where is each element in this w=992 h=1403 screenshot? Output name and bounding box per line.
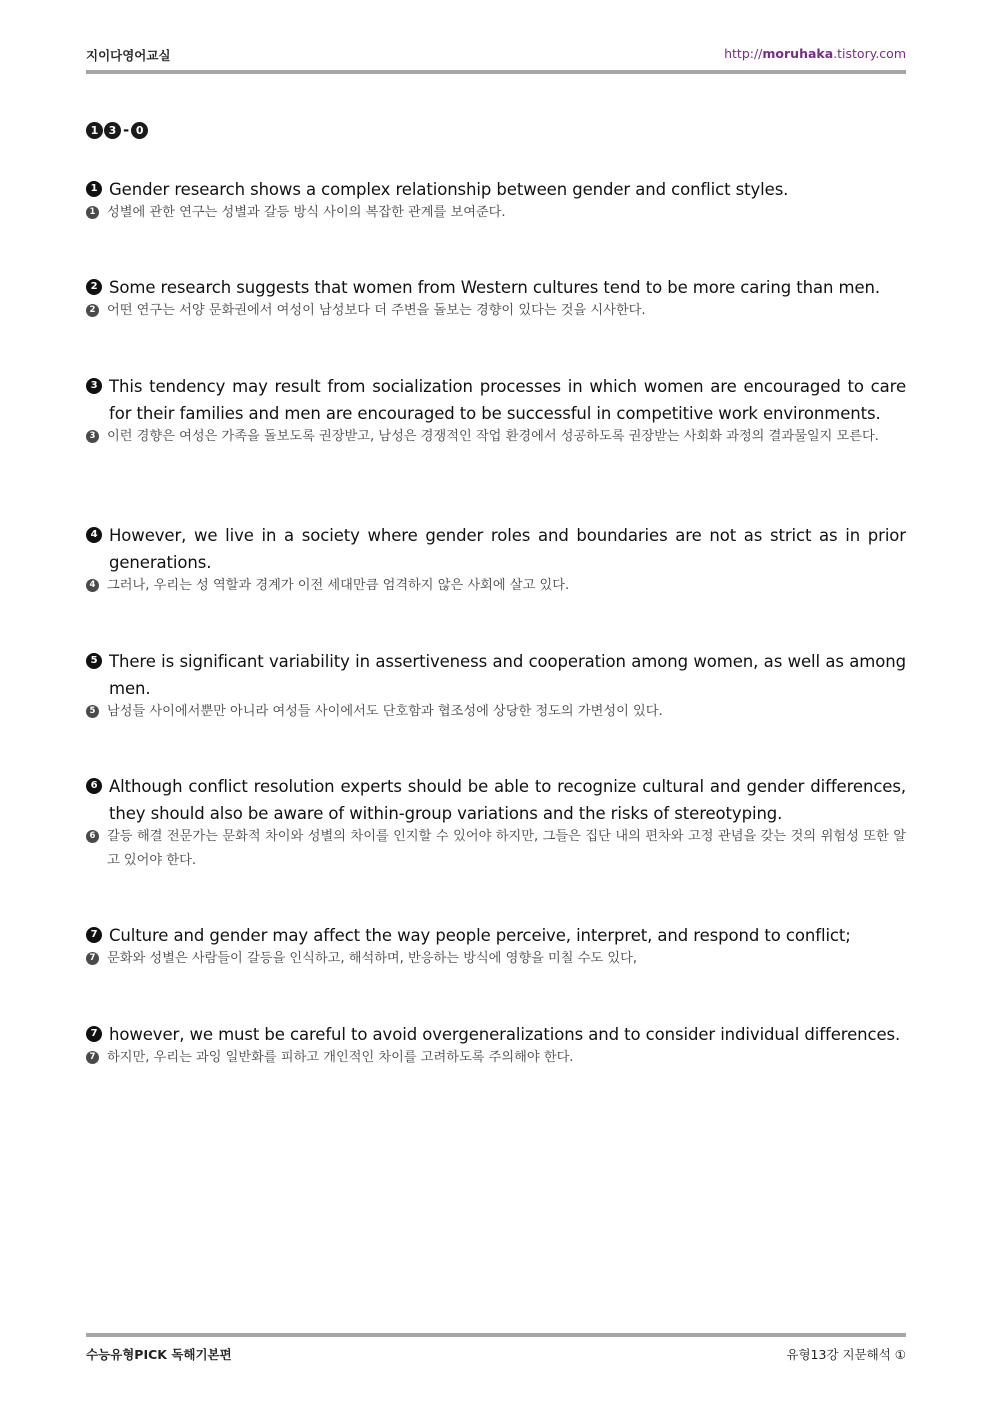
korean-text: 성별에 관한 연구는 성별과 갈등 방식 사이의 복잡한 관계를 보여준다. [107, 205, 506, 220]
korean-translation [86, 425, 906, 449]
korean-text: 문화와 성별은 사람들이 갈등을 인식하고, 해석하며, 반응하는 방식에 영향을 미칠 수도 있다, [107, 951, 638, 966]
badge-circle-a: 1 [86, 122, 103, 139]
sentence-number: 4 [86, 527, 102, 543]
sentence-item-2 [86, 274, 906, 323]
korean-translation [86, 825, 906, 873]
korean-text: 이런 경향은 여성은 가족을 돌보도록 권장받고, 남성은 경쟁적인 작업 환경에서 성공하도록 권장받는 사회화 과정의 결과물일지 모른다. [107, 429, 879, 444]
korean-text: 하지만, 우리는 과잉 일반화를 피하고 개인적인 차이를 고려하도록 주의해야 한다. [107, 1050, 574, 1065]
sentence-item-4 [86, 522, 906, 598]
korean-translation [86, 201, 906, 225]
english-sentence [86, 773, 906, 827]
korean-translation [86, 574, 906, 598]
translation-number: 4 [86, 579, 99, 592]
translation-number: 7 [86, 1051, 99, 1064]
sentence-number: 5 [86, 653, 102, 669]
english-sentence [86, 1021, 906, 1048]
sentence-number: 3 [86, 378, 102, 394]
english-sentence [86, 176, 906, 203]
page-header [86, 44, 906, 66]
korean-text: 그러나, 우리는 성 역할과 경계가 이전 세대만큼 엄격하지 않은 사회에 살고 있다. [107, 578, 570, 593]
header-title: 지이다영어교실 [86, 48, 171, 63]
korean-translation [86, 700, 906, 724]
english-text: This tendency may result from socialization processes in which women are encouraged to care for their families and men are encouraged to be successful in competitive work environments. [109, 377, 906, 423]
footer-book-title: 수능유형PICK 독해기본편 [86, 1347, 232, 1362]
english-sentence [86, 648, 906, 702]
url-bold: moruhaka [762, 46, 834, 61]
sentence-item-1 [86, 176, 906, 225]
korean-text: 남성들 사이에서뿐만 아니라 여성들 사이에서도 단호함과 협조성에 상당한 정도의 가변성이 있다. [107, 704, 663, 719]
sentence-number: 7 [86, 927, 102, 943]
sentence-number: 2 [86, 279, 102, 295]
url-prefix: http:// [724, 46, 763, 61]
translation-number: 6 [86, 830, 99, 843]
sentence-item-6 [86, 773, 906, 873]
english-text: Gender research shows a complex relationship between gender and conflict styles. [109, 180, 789, 199]
english-sentence [86, 922, 906, 949]
footer-rule [86, 1333, 906, 1337]
english-text: however, we must be careful to avoid overgeneralizations and to consider individual differences. [109, 1025, 901, 1044]
english-sentence [86, 522, 906, 576]
badge-circle-b: 3 [104, 122, 121, 139]
english-text: Culture and gender may affect the way people perceive, interpret, and respond to conflict; [109, 926, 851, 945]
translation-number: 3 [86, 430, 99, 443]
badge-circle-c: 0 [131, 122, 148, 139]
korean-translation [86, 299, 906, 323]
korean-text: 어떤 연구는 서양 문화권에서 여성이 남성보다 더 주변을 돌보는 경향이 있다는 것을 시사한다. [107, 303, 646, 318]
sentence-number: 6 [86, 778, 102, 794]
translation-number: 5 [86, 705, 99, 718]
sentence-number: 7 [86, 1026, 102, 1042]
translation-number: 2 [86, 304, 99, 317]
translation-number: 7 [86, 952, 99, 965]
english-text: There is significant variability in assertiveness and cooperation among women, as well as among men. [109, 652, 906, 698]
section-badge [86, 121, 148, 139]
header-rule [86, 70, 906, 74]
korean-translation [86, 947, 906, 971]
english-sentence [86, 373, 906, 427]
english-sentence [86, 274, 906, 301]
sentence-number: 1 [86, 181, 102, 197]
korean-text: 갈등 해결 전문가는 문화적 차이와 성별의 차이를 인지할 수 있어야 하지만, 그들은 집단 내의 편차와 고정 관념을 갖는 것의 위험성 또한 알고 있어야 한다. [107, 829, 906, 868]
english-text: However, we live in a society where gender roles and boundaries are not as strict as in prior generations. [109, 526, 906, 572]
sentence-item-3 [86, 373, 906, 449]
sentence-item-7 [86, 922, 906, 971]
translation-number: 1 [86, 206, 99, 219]
header-url[interactable] [724, 46, 906, 61]
english-text: Although conflict resolution experts should be able to recognize cultural and gender differences, they should also be aware of within-group variations and the risks of stereotyping. [109, 777, 906, 823]
footer-section-label: 유형13강 지문해석 ① [786, 1347, 906, 1362]
english-text: Some research suggests that women from Western cultures tend to be more caring than men. [109, 278, 881, 297]
sentence-item-5 [86, 648, 906, 724]
url-suffix: .tistory.com [833, 46, 906, 61]
badge-dash: - [123, 121, 130, 139]
sentence-item-8 [86, 1021, 906, 1070]
korean-translation [86, 1046, 906, 1070]
